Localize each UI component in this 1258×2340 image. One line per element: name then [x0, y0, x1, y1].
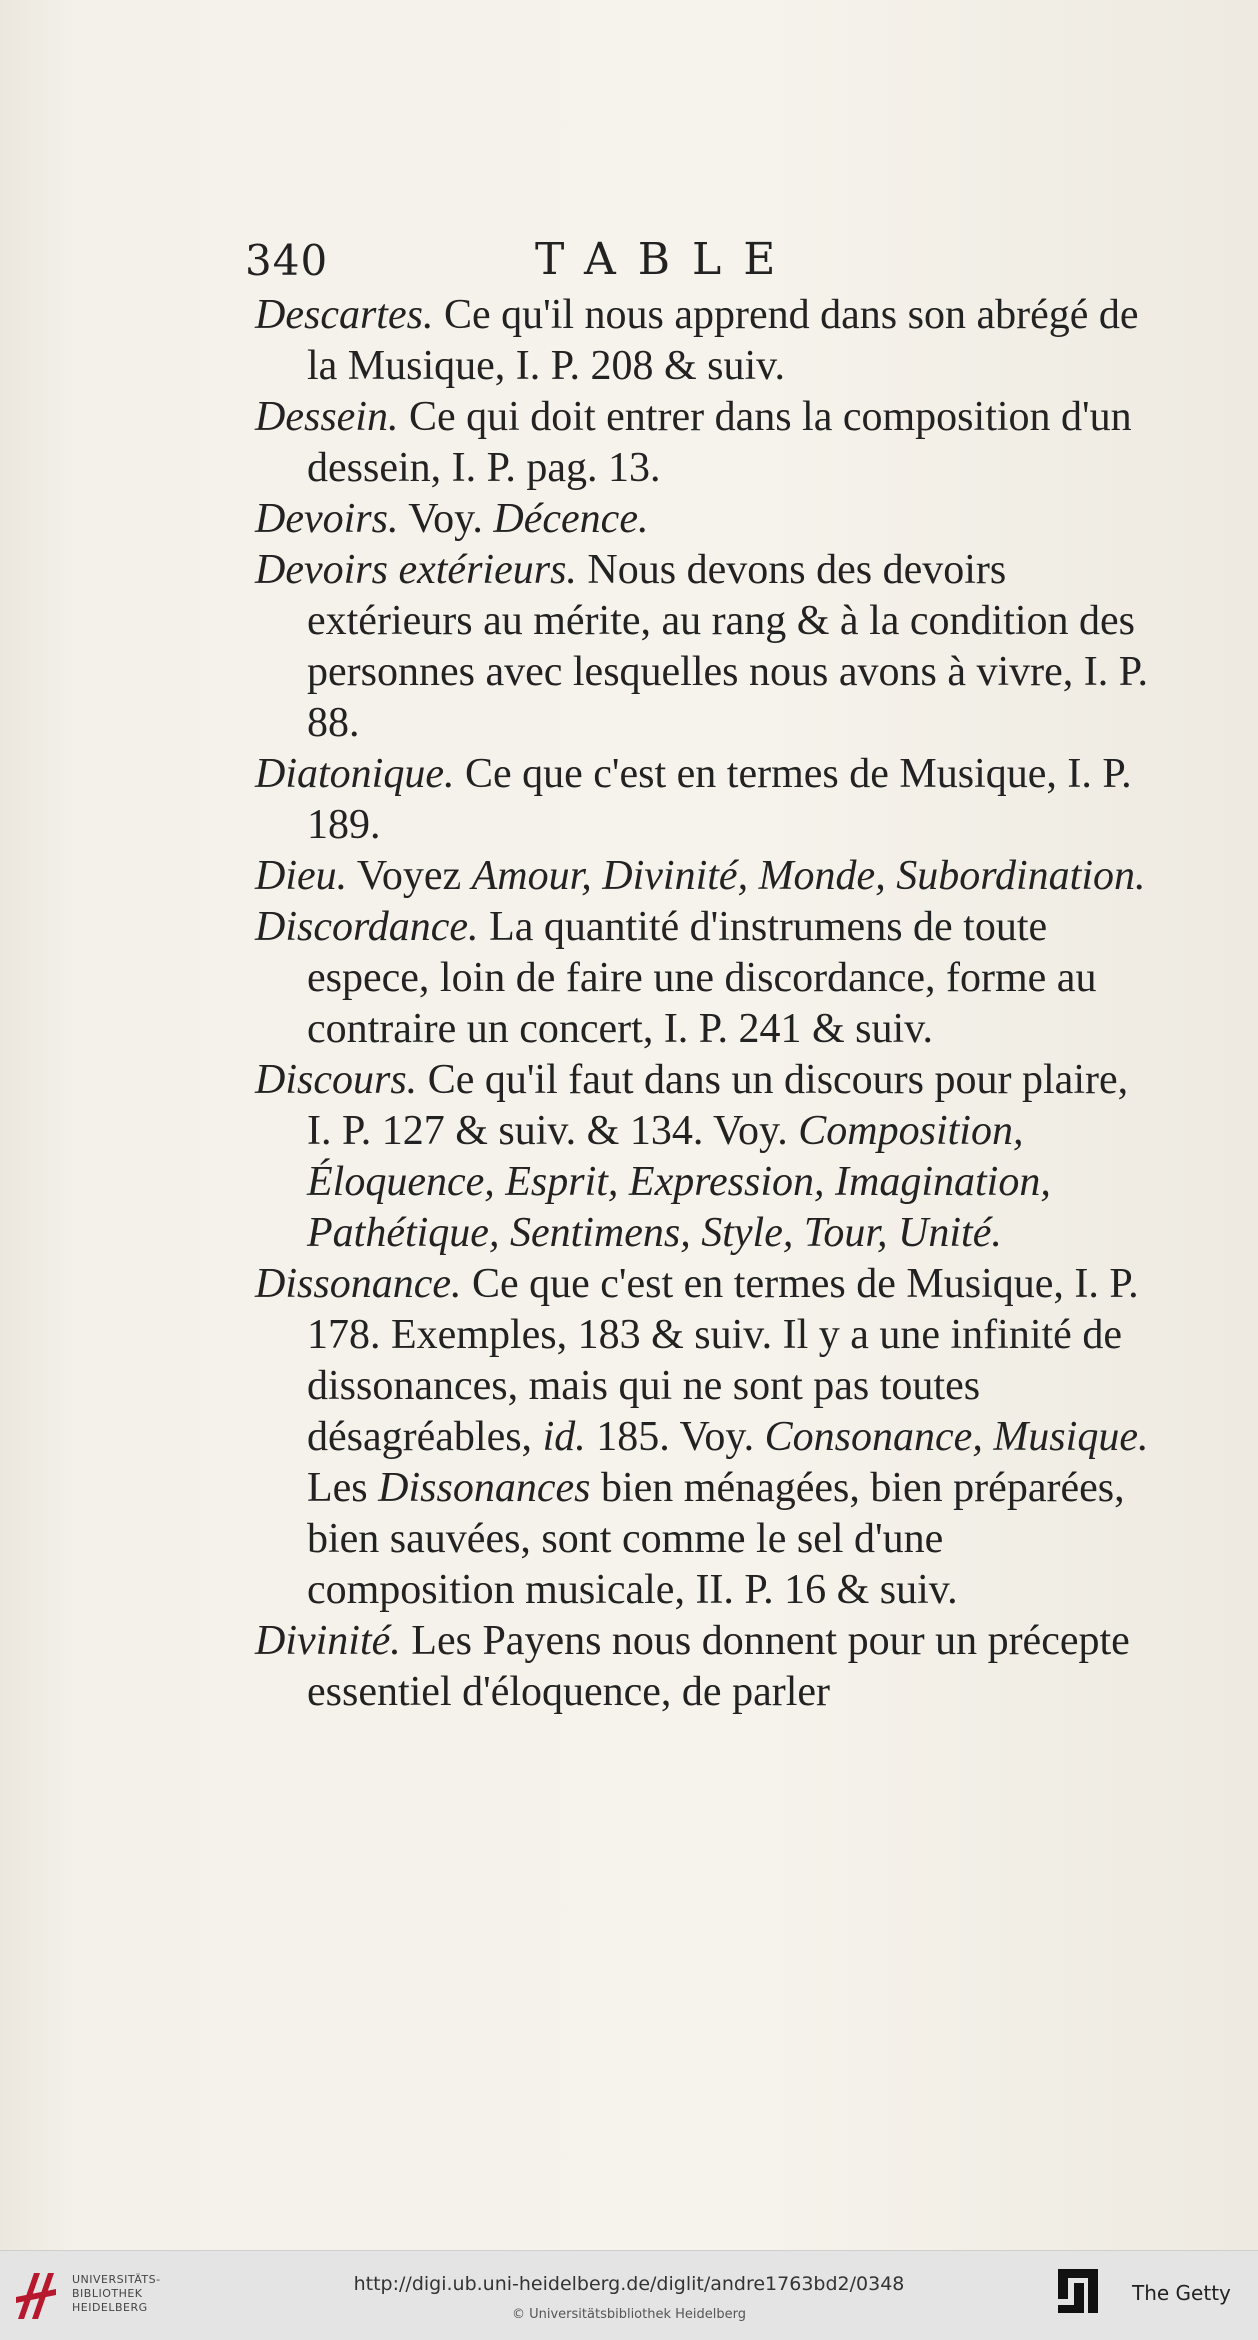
index-entry [255, 902, 1150, 1055]
entry-text: Ce qui doit entrer dans la composition d'un dessein, I. P. pag. 13. [307, 394, 1132, 491]
entry-text: Les Payens nous donnent pour un précepte essentiel d'éloquence, de parler [307, 1618, 1130, 1715]
entry-text: Nous devons des devoirs extérieurs au mérite, au rang & à la condition des personnes avec lesquelles nous avons à vivre, I. P. 88. [307, 547, 1148, 746]
index-entry [255, 1616, 1150, 1718]
page-header [245, 232, 1145, 292]
library-name-line: HEIDELBERG [72, 2301, 148, 2314]
entry-text: Les [307, 1465, 379, 1511]
index-entry [255, 1055, 1150, 1259]
index-body [255, 290, 1150, 1718]
entry-head: Discordance. [255, 904, 479, 950]
entry-text: Ce que c'est en termes de Musique, I. P. 189. [307, 751, 1132, 848]
entry-text: Ce que c'est en termes de Musique, I. P. 178. Exemples, 183 & suiv. Il y a une infinité de dissonances, mais qui ne sont pas toutes désagréables, [307, 1261, 1139, 1460]
entry-cross-reference: Composition, Éloquence, Esprit, Expression, Imagination, Pathétique, Sentimens, Style, Tour, Unité. [307, 1108, 1051, 1256]
getty-logo-icon[interactable] [1054, 2265, 1106, 2323]
permalink-url[interactable]: http://digi.ub.uni-heidelberg.de/diglit/andre1763bd2/0348 [353, 2273, 905, 2295]
entry-text: Voy. [398, 496, 494, 542]
entry-head: Devoirs. [255, 496, 399, 542]
entry-text: 185. Voy. [585, 1414, 765, 1460]
entry-text: La quantité d'instrumens de toute espece, loin de faire une discordance, forme au contraire un concert, I. P. 241 & suiv. [307, 904, 1097, 1052]
viewer-footer [0, 2250, 1258, 2340]
index-entry [255, 290, 1150, 392]
entry-head: Dieu. [255, 853, 348, 899]
entry-text: Voyez [347, 853, 472, 899]
entry-head: Dessein. [255, 394, 399, 440]
index-entry [255, 851, 1150, 902]
entry-head: Divinité. [255, 1618, 401, 1664]
index-entry [255, 392, 1150, 494]
entry-text: Ce qu'il faut dans un discours pour plaire, I. P. 127 & suiv. & 134. Voy. [307, 1057, 1129, 1154]
entry-head: Devoirs extérieurs. [255, 547, 577, 593]
copyright-notice: © Universitätsbibliothek Heidelberg [511, 2307, 746, 2322]
entry-head: Descartes. [255, 292, 434, 338]
entry-head: Dissonance. [255, 1261, 462, 1307]
entry-head: Diatonique. [255, 751, 455, 797]
running-title: TABLE [535, 234, 798, 285]
entry-cross-reference: Consonance, Musique. [764, 1414, 1149, 1460]
entry-text: Ce qu'il nous apprend dans son abrégé de la Musique, I. P. 208 & suiv. [307, 292, 1139, 389]
entry-head: Discours. [255, 1057, 418, 1103]
partner-name: The Getty [1132, 2281, 1231, 2305]
page-number: 340 [245, 236, 329, 285]
library-name-line: BIBLIOTHEK [72, 2287, 143, 2300]
entry-cross-reference: Amour, Divinité, Monde, Subordination. [471, 853, 1146, 899]
entry-text: bien ménagées, bien préparées, bien sauvées, sont comme le sel d'une composition musicale, II. P. 16 & suiv. [307, 1465, 1125, 1613]
library-name-line: UNIVERSITÄTS- [72, 2273, 161, 2286]
entry-cross-reference: Décence. [493, 496, 649, 542]
index-entry [255, 749, 1150, 851]
index-entry [255, 1259, 1150, 1616]
index-entry [255, 494, 1150, 545]
entry-italic-term: Dissonances [378, 1465, 591, 1511]
index-entry [255, 545, 1150, 749]
entry-italic-ref: id. [542, 1414, 586, 1460]
